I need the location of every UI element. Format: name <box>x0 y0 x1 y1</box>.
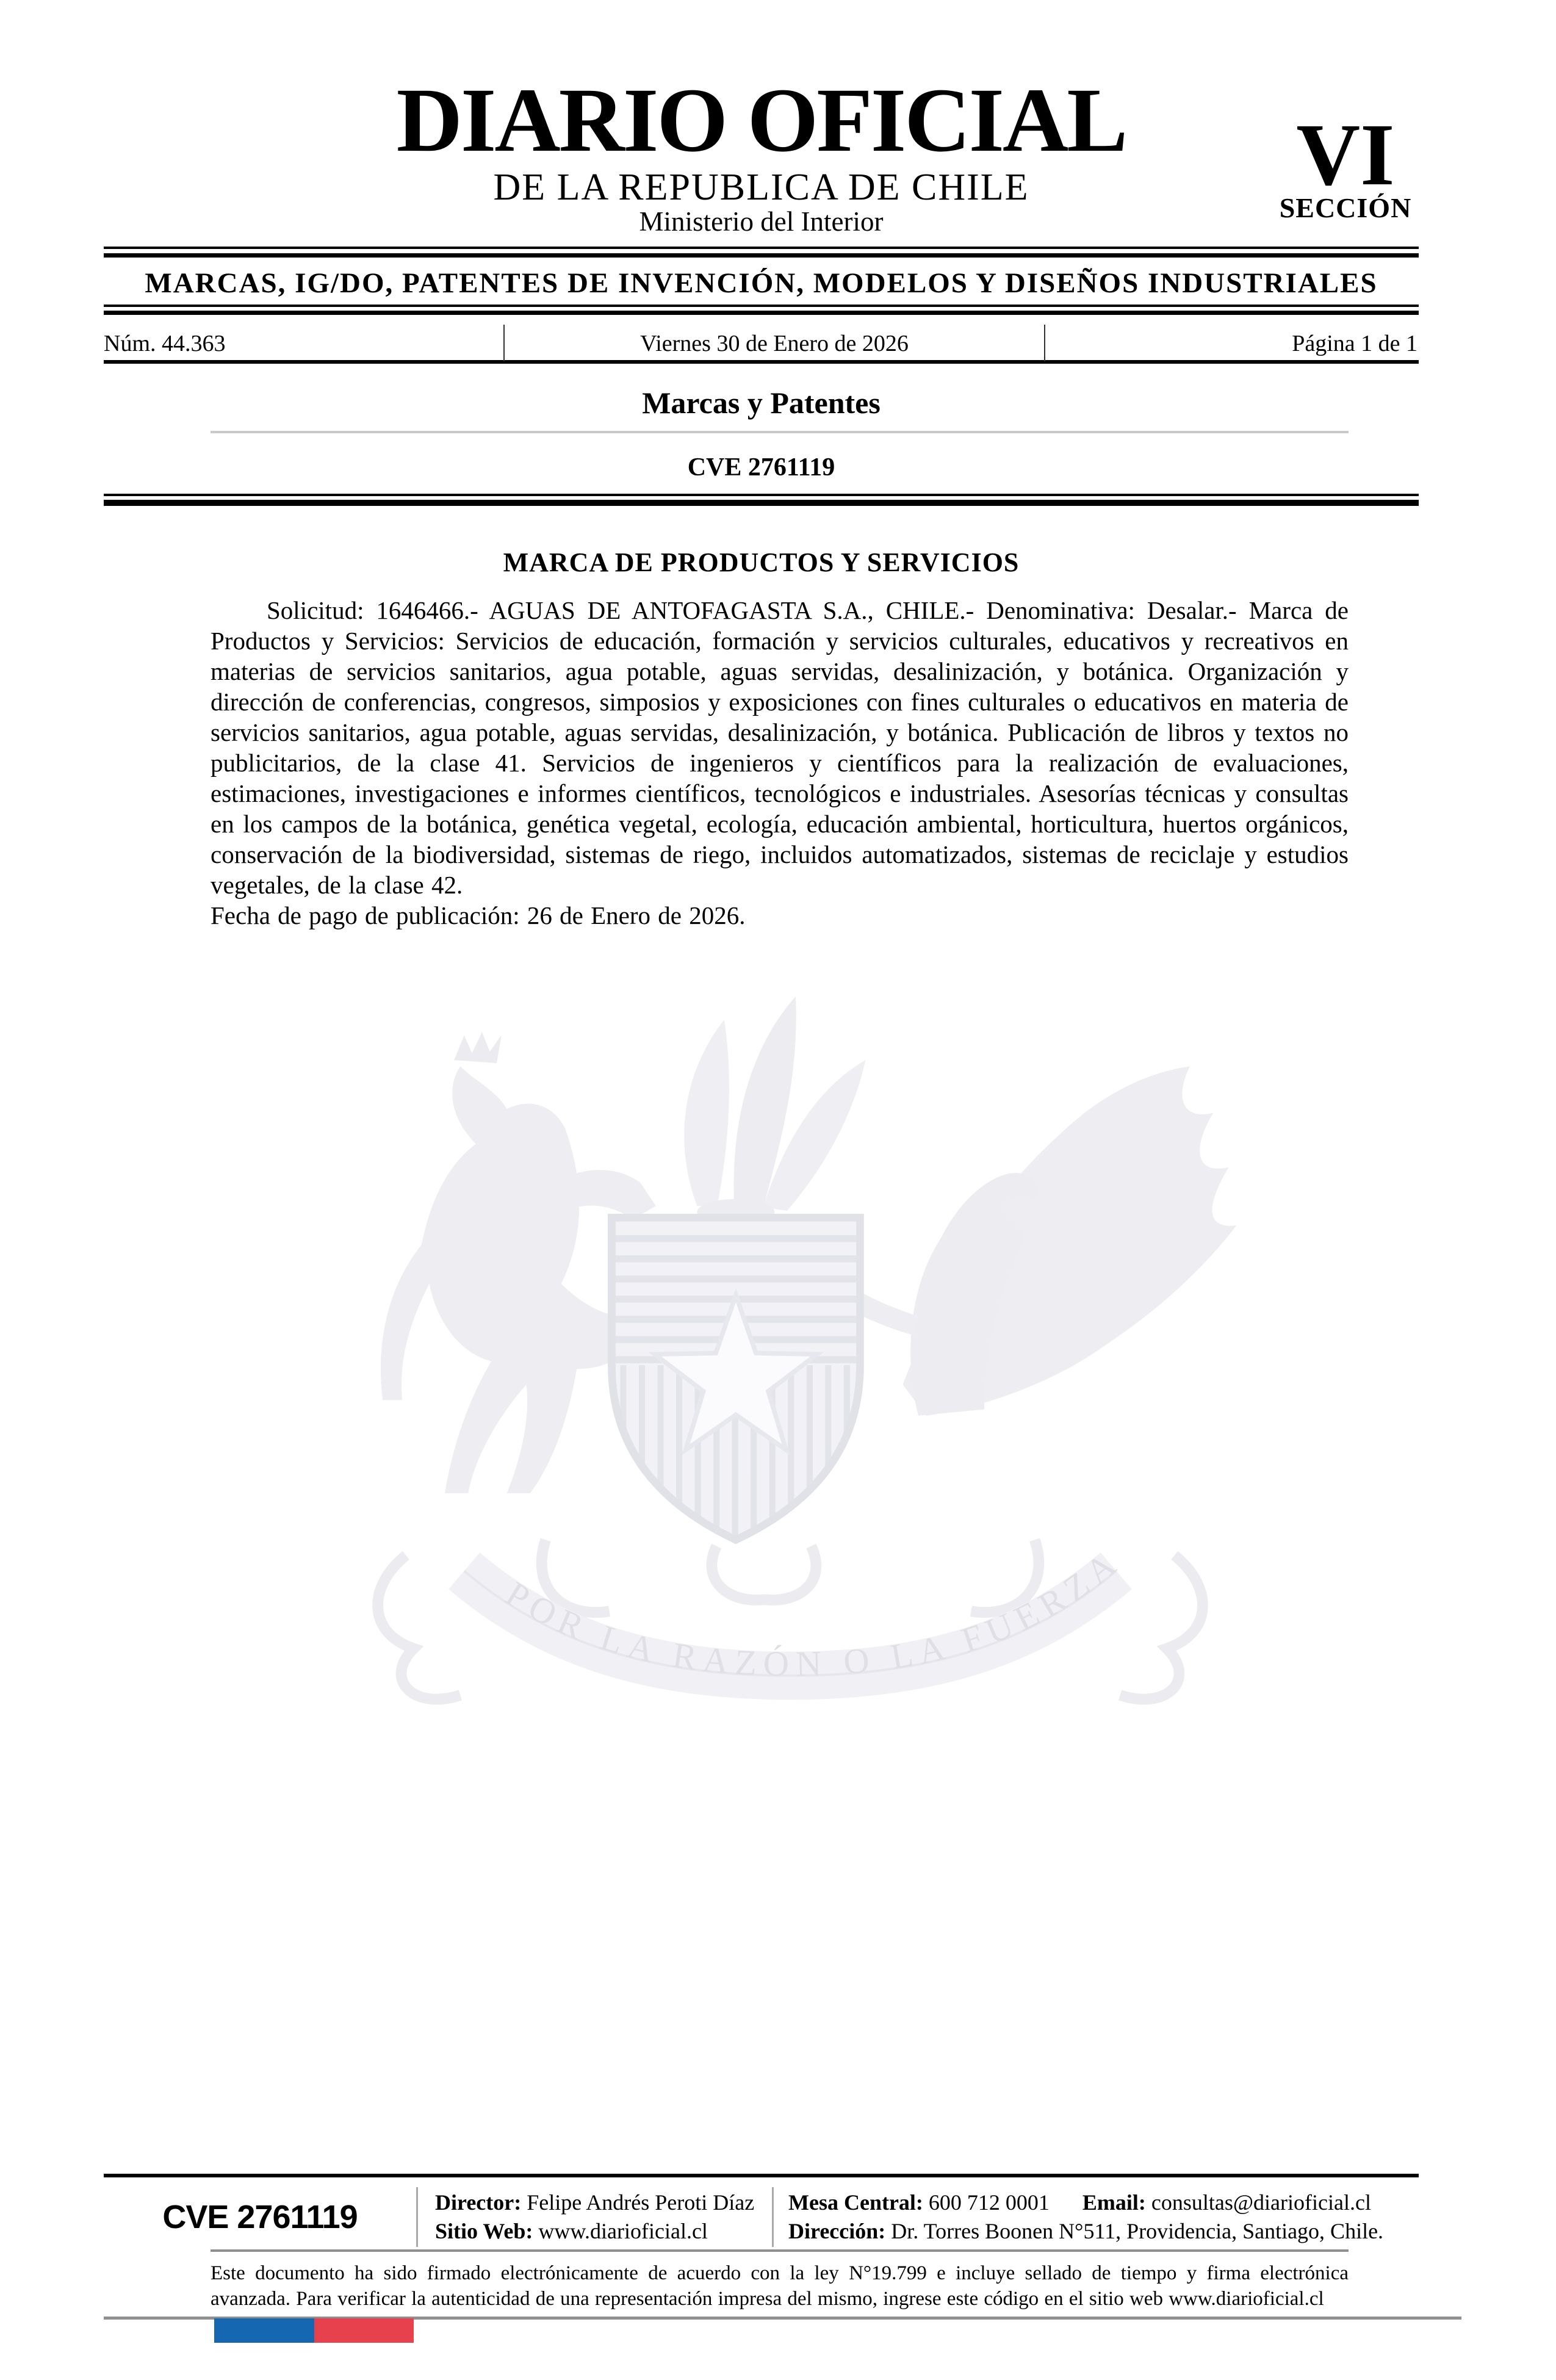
publication-subtitle: DE LA REPUBLICA DE CHILE <box>493 167 1029 208</box>
article-heading: MARCA DE PRODUCTOS Y SERVICIOS <box>503 547 1020 577</box>
motto-ribbon <box>464 1541 1128 1684</box>
light-divider <box>211 431 1349 433</box>
director-label: Director: <box>435 2190 522 2215</box>
condor-supporter <box>862 1066 1236 1415</box>
website-label: Sitio Web: <box>435 2219 533 2243</box>
bottom-strip <box>104 2317 1419 2346</box>
director-name: Felipe Andrés Peroti Díaz <box>527 2190 755 2215</box>
email-label: Email: <box>1082 2190 1146 2215</box>
crest-plumes <box>684 997 865 1225</box>
section-label: SECCIÓN <box>1279 192 1412 223</box>
website-line <box>435 2217 772 2246</box>
motto-text: POR LA RAZÓN O LA FUERZA <box>499 1540 1129 1684</box>
article-body <box>211 595 1349 931</box>
footer-divider <box>211 2249 1349 2252</box>
address-value: Dr. Torres Boonen N°511, Providencia, Santiago, Chile. <box>891 2219 1384 2243</box>
phone-label: Mesa Central: <box>788 2190 923 2215</box>
publication-date: Viernes 30 de Enero de 2026 <box>640 331 909 356</box>
email-address: consultas@diarioficial.cl <box>1151 2190 1371 2215</box>
chile-flag-mark <box>214 2318 414 2343</box>
address-line <box>788 2217 1419 2246</box>
footer-info-row <box>104 2188 1419 2246</box>
ministry-line: Ministerio del Interior <box>639 206 884 237</box>
footer <box>104 2174 1419 2346</box>
double-rule <box>104 247 1419 258</box>
section-number: VI <box>1296 106 1395 204</box>
cve-code: CVE 2761119 <box>687 453 835 481</box>
double-rule <box>104 494 1419 506</box>
legal-disclaimer: Este documento ha sido firmado electrónicamente de acuerdo con la ley N°19.799 e incluye sellado de tiempo y firma electrónica avanzada. Para verificar la autenticidad de una representación impresa del mismo, ingrese este código en el sitio web www.diarioficial.cl <box>211 2262 1349 2310</box>
double-rule <box>104 305 1419 315</box>
director-line <box>435 2188 772 2217</box>
flag-red-block <box>314 2318 414 2343</box>
issue-number: Núm. 44.363 <box>104 331 226 356</box>
publication-title: DIARIO OFICIAL <box>396 70 1126 171</box>
phone-email-line <box>788 2188 1419 2217</box>
notice-paragraph: Solicitud: 1646466.- AGUAS DE ANTOFAGASTA S.A., CHILE.- Denominativa: Desalar.- Marca de Productos y Servicios: Servicios de educación, formación y servicios culturales, educativos y recreativos en materias de servicios sanitarios, agua potable, aguas servidas, desalinización, y botánica. Organización y dirección de conferencias, congresos, simposios y exposiciones con fines culturales o educativos en materia de servicios sanitarios, agua potable, aguas servidas, desalinización, y botánica. Publicación de libros y textos no publicitarios, de la clase 41. Servicios de ingenieros y científicos para la realización de evaluaciones, estimaciones, investigaciones e informes científicos, tecnológicos e industriales. Asesorías técnicas y consultas en los campos de la botánica, genética vegetal, ecología, educación ambiental, horticultura, huertos orgánicos, conservación de la biodiversidad, sistemas de riego, incluidos automatizados, sistemas de reciclaje y estudios vegetales, de la clase 42. <box>211 596 1349 899</box>
payment-date-line: Fecha de pago de publicación: 26 de Enero de 2026. <box>211 901 746 929</box>
page-indicator: Página 1 de 1 <box>1292 331 1417 356</box>
flag-blue-block <box>214 2318 314 2343</box>
banner-heading: MARCAS, IG/DO, PATENTES DE INVENCIÓN, MODELOS Y DISEÑOS INDUSTRIALES <box>145 267 1378 299</box>
address-label: Dirección: <box>788 2219 886 2243</box>
footer-cve-code: CVE 2761119 <box>162 2199 358 2235</box>
shield <box>611 1217 860 1543</box>
section-heading: Marcas y Patentes <box>642 386 881 420</box>
meta-row <box>104 327 1419 360</box>
single-rule <box>104 360 1419 364</box>
section-box <box>1272 106 1419 223</box>
masthead <box>104 0 1419 247</box>
footer-top-rule <box>104 2174 1419 2177</box>
phone-number: 600 712 0001 <box>928 2190 1050 2215</box>
website-url: www.diarioficial.cl <box>538 2219 708 2243</box>
coat-of-arms-watermark <box>220 949 1361 1727</box>
